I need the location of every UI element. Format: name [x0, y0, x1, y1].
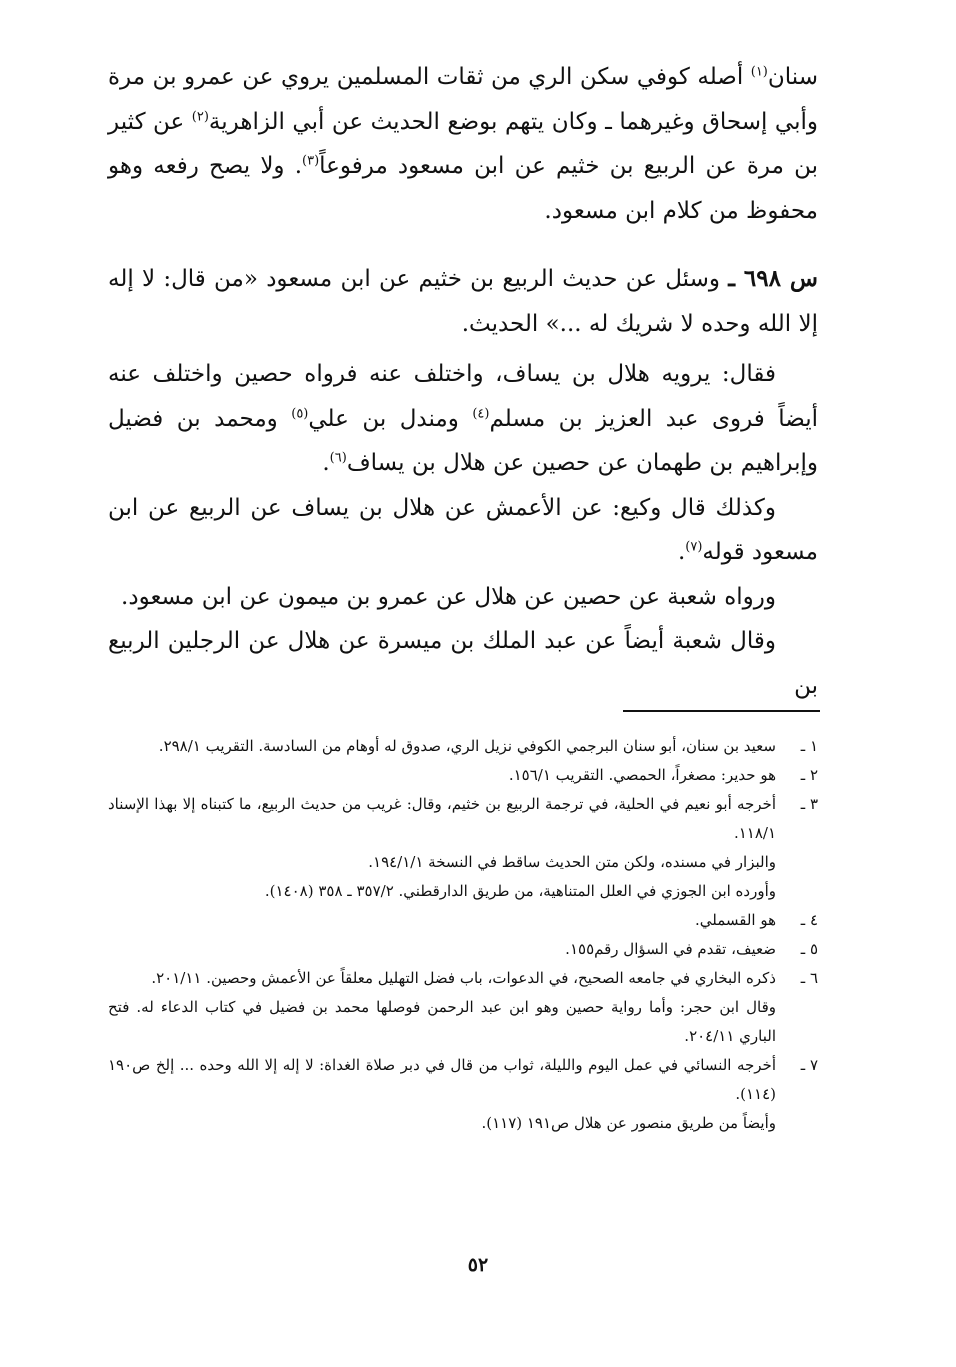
- footnote-continuation: وأيضاً من طريق منصور عن هلال ص١٩١ (١١٧).: [481, 1114, 776, 1132]
- footnote-ref[interactable]: (٢): [191, 108, 209, 124]
- footnote-number: ٥ ـ: [800, 940, 818, 958]
- footnote-7: [108, 1051, 818, 1109]
- footnote-number: ٣ ـ: [800, 795, 818, 813]
- footnote-4: [108, 906, 818, 935]
- footnote-continuation: وأورده ابن الجوزي في العلل المتناهية، من طريق الدارقطني. ٣٥٧/٢ ـ ٣٥٨ (١٤٠٨).: [264, 882, 776, 900]
- footnote-ref[interactable]: (٦): [329, 450, 347, 466]
- footnote-1: [108, 732, 818, 761]
- text-run: . ولا يصح رفعه وهو محفوظ من كلام ابن مسعود.: [108, 153, 818, 224]
- footnote-ref[interactable]: (٤): [472, 405, 490, 421]
- footnotes: [108, 732, 818, 1138]
- answer-paragraph: [108, 352, 818, 486]
- paragraph-1: [108, 55, 818, 233]
- footnote-text: ضعيف، تقدم في السؤال رقم١٥٥.: [565, 940, 776, 958]
- footnote-6: [108, 964, 818, 993]
- footnote-text: سعيد بن سنان، أبو سنان البرجمي الكوفي نزيل الري، صدوق له أوهام من السادسة. التقريب ٢٩٨/١.: [158, 737, 776, 755]
- footnote-3: [108, 790, 818, 848]
- footnote-separator: [623, 710, 820, 712]
- text-run: سنان: [767, 64, 818, 90]
- footnote-number: ٦ ـ: [800, 969, 818, 987]
- paragraph-4: [108, 486, 818, 575]
- text-run: ومحمد بن فضيل وإبراهيم بن طهمان عن حصين عن هلال بن يساف: [108, 405, 818, 476]
- footnote-number: ٤ ـ: [800, 911, 818, 929]
- text-run: .: [322, 450, 330, 476]
- footnote-text: ذكره البخاري في جامعه الصحيح، في الدعوات، باب فضل التهليل معلقاً عن الأعمش وحصين. ٢٠١/١١.: [151, 969, 776, 987]
- footnote-continuation: وقال ابن حجر: وأما رواية حصين وهو ابن عبد الرحمن فوصلها محمد بن فضيل في كتاب الدعاء له. فتح الباري ٢٠٤/١١.: [108, 998, 776, 1045]
- footnote-5: [108, 935, 818, 964]
- footnote-text: أخرجه النسائي في عمل اليوم والليلة، ثواب من قال في دبر صلاة الغداة: لا إله إلا الله وحده ... إلخ ص١٩٠ (١١٤).: [108, 1056, 776, 1103]
- page-number: ٥٢: [467, 1254, 489, 1276]
- text-run: ومندل بن علي: [308, 405, 473, 432]
- main-text: [108, 55, 818, 708]
- text-run: وكذلك قال وكيع: عن الأعمش عن هلال بن يساف عن الربيع عن ابن مسعود قوله: [108, 494, 818, 565]
- paragraph-5: ورواه شعبة عن حصين عن هلال عن عمرو بن ميمون عن ابن مسعود.: [121, 583, 776, 610]
- text-run: فقال: يرويه هلال بن يساف، واختلف عنه فرواه حصين واختلف عنه أيضاً فروى عبد العزيز بن مسلم: [108, 361, 818, 432]
- footnote-2: [108, 761, 818, 790]
- text-run: .: [677, 539, 686, 565]
- footnote-text: أخرجه أبو نعيم في الحلية، في ترجمة الربيع بن خثيم، وقال: غريب من حديث الربيع، ما كتبناه إلا بهذا الإسناد ١١٨/١.: [108, 795, 776, 842]
- footnote-ref[interactable]: (١): [750, 64, 768, 80]
- paragraph-6: وقال شعبة أيضاً عن عبد الملك بن ميسرة عن هلال عن الرجلين الربيع بن: [108, 628, 818, 699]
- footnote-ref[interactable]: (٧): [685, 539, 703, 555]
- footnote-number: ٧ ـ: [800, 1056, 818, 1074]
- footnote-text: هو القسملي.: [694, 911, 776, 929]
- footnote-text: هو حدير: مصغراً، الحمصي. التقريب ١٥٦/١.: [508, 766, 776, 784]
- question-paragraph: [108, 257, 818, 346]
- question-text: وسئل عن حديث الربيع بن خثيم عن ابن مسعود «من قال: لا إله إلا الله وحده لا شريك له ...» الحديث.: [108, 266, 818, 337]
- footnote-continuation: والبزار في مسنده، ولكن متن الحديث ساقط في النسخة ١٩٤/١/١.: [368, 853, 776, 871]
- text-run: عن كثير بن مرة عن الربيع بن خثيم عن ابن مسعود مرفوعاً: [108, 108, 818, 179]
- footnote-ref[interactable]: (٥): [291, 405, 309, 421]
- footnote-number: ١ ـ: [800, 737, 818, 755]
- question-number: س ٦٩٨ ـ: [728, 265, 819, 292]
- text-run: أصله كوفي سكن الري من ثقات المسلمين يروي عن عمرو بن مرة وأبي إسحاق وغيرهما ـ وكان يتهم بوضع الحديث عن أبي الزاهرية: [108, 64, 819, 135]
- footnote-number: ٢ ـ: [800, 766, 818, 784]
- footnote-ref[interactable]: (٣): [302, 153, 320, 169]
